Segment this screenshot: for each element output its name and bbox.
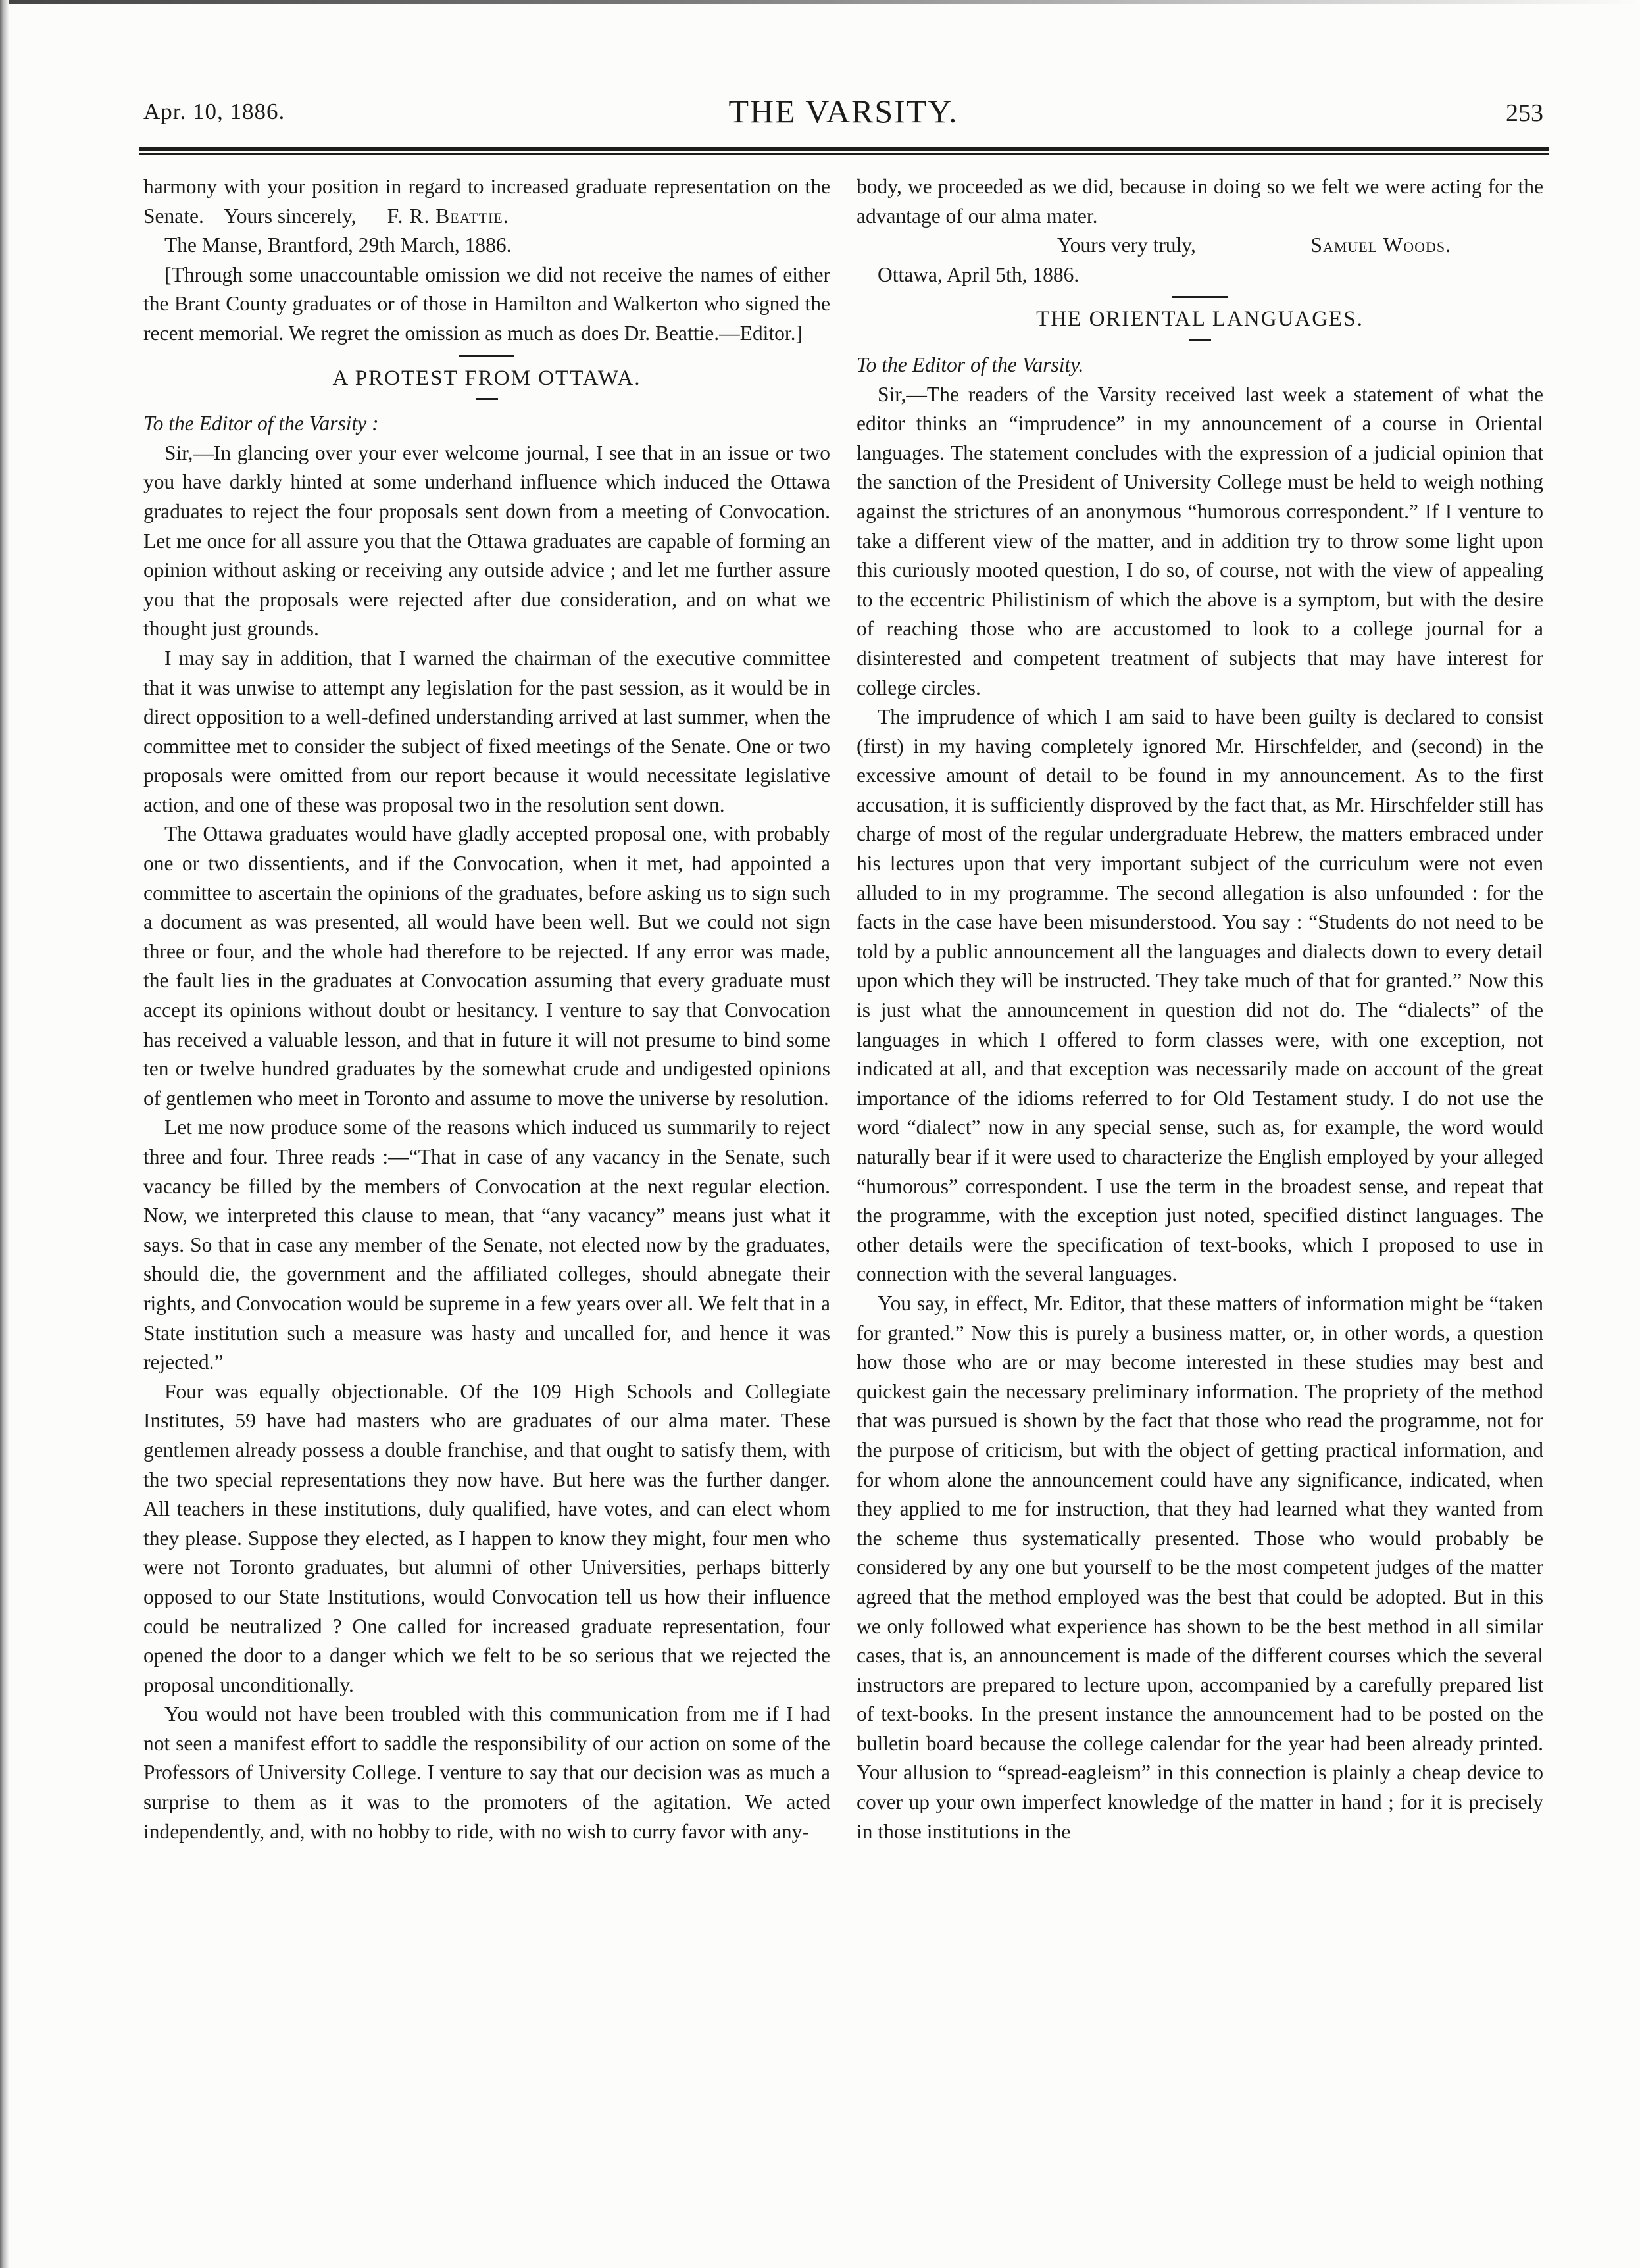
top-edge	[0, 0, 1640, 4]
paragraph: You would not have been troubled with this communication from me if I had not seen a manifest effort to saddle the responsibility of our action on some of the Professors of University College. I venture to say that our decision was as much a surprise to them as it was to the promoters of the agitation. We acted independently, and, with no hobby to ride, with no wish to curry favor with any-	[143, 1702, 830, 1843]
masthead-title: THE VARSITY.	[728, 93, 958, 130]
salutation: To the Editor of the Varsity.	[857, 353, 1084, 376]
beattie-letter-end: harmony with your position in regard to increased graduate representation on the Senate. Yours sincerely, F. R. Beattie.	[143, 175, 830, 228]
header-rule-thin	[139, 153, 1549, 155]
separator	[459, 355, 514, 357]
separator	[476, 398, 498, 400]
dateline: Ottawa, April 5th, 1886.	[878, 262, 1080, 286]
paragraph: I may say in addition, that I warned the chairman of the executive committee that it was unwise to attempt any legislation for the past session, as it would be in direct opposition to a well-defined understanding arrived at last summer, when the committee met to consider the subject of fixed meetings of the Senate. One or two proposals were omitted from our report because it would necessitate legislative action, and one of these was proposal two in the resolution sent down.	[143, 646, 830, 816]
signature-line	[857, 231, 1543, 260]
issue-date: Apr. 10, 1886.	[143, 99, 286, 124]
paragraph: Four was equally objectionable. Of the 109 High Schools and Collegiate Institutes, 59 have had masters who are graduates of our alma mater. These gentlemen already possess a double franchise, and that ought to satisfy them, with the two special representations they now have. But here was the further danger. All teachers in these institutions, duly qualified, have votes, and can elect whom they please. Suppose they elected, as I happen to know they might, four men who were not Toronto graduates, but alumni of other Universities, perhaps bitterly opposed to our State Institutions, would Convocation tell us how their influence could be neutralized ? One called for increased graduate representation, four opened the door to a danger which we felt to be so serious that we rejected the proposal unconditionally.	[143, 1379, 830, 1696]
closing: Yours very truly,	[1057, 234, 1196, 257]
paragraph: The imprudence of which I am said to have been guilty is declared to consist (first) in my having completely ignored Mr. Hirschfelder, and (second) in the excessive amount of detail to be found in my announcement. As to the first accusation, it is sufficiently disproved by the fact that, as Mr. Hirschfelder still has charge of most of the regular undergraduate Hebrew, the matters embraced under his lectures upon that very important subject of the curriculum were not even alluded to in my programme. The second allegation is also unfounded : for the facts in the case have been misunderstood. You say : “Students do not need to be told by a public announcement all the languages and dialects down to every detail upon which they will be instructed. They take much of that for granted.” Now this is just what the announcement in question did not do. The “dialects” of the languages in which I offered to form classes were, with one exception, not indicated at all, and that exception was necessarily made on account of the great importance of the idioms referred to for Old Testament study. I do not use the word “dialect” now in any special sense, such as, for example, the word would naturally bear if it were used to characterize the English employed by your alleged “humorous” correspondent. I use the term in the broadest sense, and repeat that the programme, with the exception just noted, specified distinct languages. The other details were the specification of text-books, which I proposed to use in connection with the several languages.	[857, 705, 1543, 1286]
page-number: 253	[1506, 99, 1543, 127]
paragraph: The Ottawa graduates would have gladly accepted proposal one, with probably one or two dissentients, and if the Convocation, when it met, had appointed a committee to ascertain the opinions of the graduates, before asking us to sign such a document as was presented, all would have been well. But we could not sign three or four, and the whole had therefore to be rejected. If any error was made, the fault lies in the graduates at Convocation assuming that every graduate must accept its opinions without doubt or hesitancy. I venture to say that Convocation has received a valuable lesson, and that in future it will not presume to bind some ten or twelve hundred graduates by the somewhat crude and undigested opinions of gentlemen who meet in Toronto and assume to move the universe by resolution.	[143, 822, 830, 1110]
paragraph: Sir,—In glancing over your ever welcome journal, I see that in an issue or two you have darkly hinted at some underhand influence which induced the Ottawa graduates to reject the four proposals sent down from a meeting of Convocation. Let me once for all assure you that the Ottawa graduates are capable of forming an opinion without asking or receiving any outside advice ; and let me further assure you that the proposals were rejected after due consideration, and on what we thought just grounds.	[143, 441, 830, 641]
header-rule-thick	[139, 147, 1549, 151]
dateline: The Manse, Brantford, 29th March, 1886.	[164, 234, 512, 257]
closing: Yours sincerely,	[224, 204, 357, 228]
editor-note: [Through some unaccountable omission we did not receive the names of either the Brant County graduates or of those in Hamilton and Walkerton who signed the recent memorial. We regret the omission as much as does Dr. Beattie.—Editor.]	[143, 262, 830, 345]
section-title-oriental: THE ORIENTAL LANGUAGES.	[1036, 307, 1364, 332]
signature: Samuel Woods.	[1310, 234, 1451, 257]
right-column	[857, 172, 1543, 1846]
woods-letter-end: body, we proceeded as we did, because in doing so we felt we were acting for the advantage of our alma mater.	[857, 175, 1543, 228]
signature: F. R. Beattie.	[387, 204, 509, 228]
separator	[1189, 339, 1211, 341]
left-column	[143, 172, 830, 1846]
salutation: To the Editor of the Varsity :	[143, 412, 379, 435]
section-title-protest: A PROTEST FROM OTTAWA.	[332, 366, 641, 390]
paragraph: Sir,—The readers of the Varsity received last week a statement of what the editor thinks an “imprudence” in my announcement of a course in Oriental languages. The statement concludes with the expression of a judicial opinion that the sanction of the President of University College must be held to weigh nothing against the strictures of an anonymous “humorous correspondent.” If I venture to take a different view of the matter, and in addition try to throw some light upon this curiously mooted question, I do so, of course, not with the view of appealing to the eccentric Philistinism of which the above is a symptom, but with the desire of reaching those who are accustomed to look to a college journal for a disinterested and competent treatment of subjects that may have interest for college circles.	[857, 382, 1543, 699]
separator	[1172, 296, 1228, 298]
page-header	[143, 93, 1543, 138]
paragraph: You say, in effect, Mr. Editor, that these matters of information might be “taken for granted.” Now this is purely a business matter, or, in other words, a question how those who are or may become interested in these studies may best and quickest gain the necessary preliminary information. The propriety of the method that was pursued is shown by the fact that those who read the programme, not for the purpose of criticism, but with the object of getting practical information, and for whom alone the announcement could have any significance, indicated, when they applied to me for instruction, that they had learned what they wanted from the scheme thus systematically presented. Those who would probably be considered by any one but yourself to be the most competent judges of the matter agreed that the method employed was the best that could be adopted. But in this we only followed what experience has shown to be the best method in all similar cases, that is, an announcement is made of the different courses which the several instructors are prepared to lecture upon, accompanied by a carefully prepared list of text-books. In the present instance the announcement had to be posted on the bulletin board because the college calendar for the year had been already printed. Your allusion to “spread-eagleism” in this connection is plainly a cheap device to cover up your own imperfect knowledge of the matter in hand ; for it is precisely in those institutions in the	[857, 1291, 1543, 1843]
page-edge-shadow	[0, 0, 9, 2268]
paragraph: Let me now produce some of the reasons which induced us summarily to reject three and four. Three reads :—“That in case of any vacancy in the Senate, such vacancy be filled by the members of Convocation at the next regular election. Now, we interpreted this clause to mean, that “any vacancy” means just what it says. So that in case any member of the Senate, not elected now by the graduates, should die, the government and the affiliated colleges, should abnegate their rights, and Convocation would be supreme in a few years over all. We felt that in a State institution such a measure was hasty and uncalled for, and hence it was rejected.”	[143, 1116, 830, 1374]
